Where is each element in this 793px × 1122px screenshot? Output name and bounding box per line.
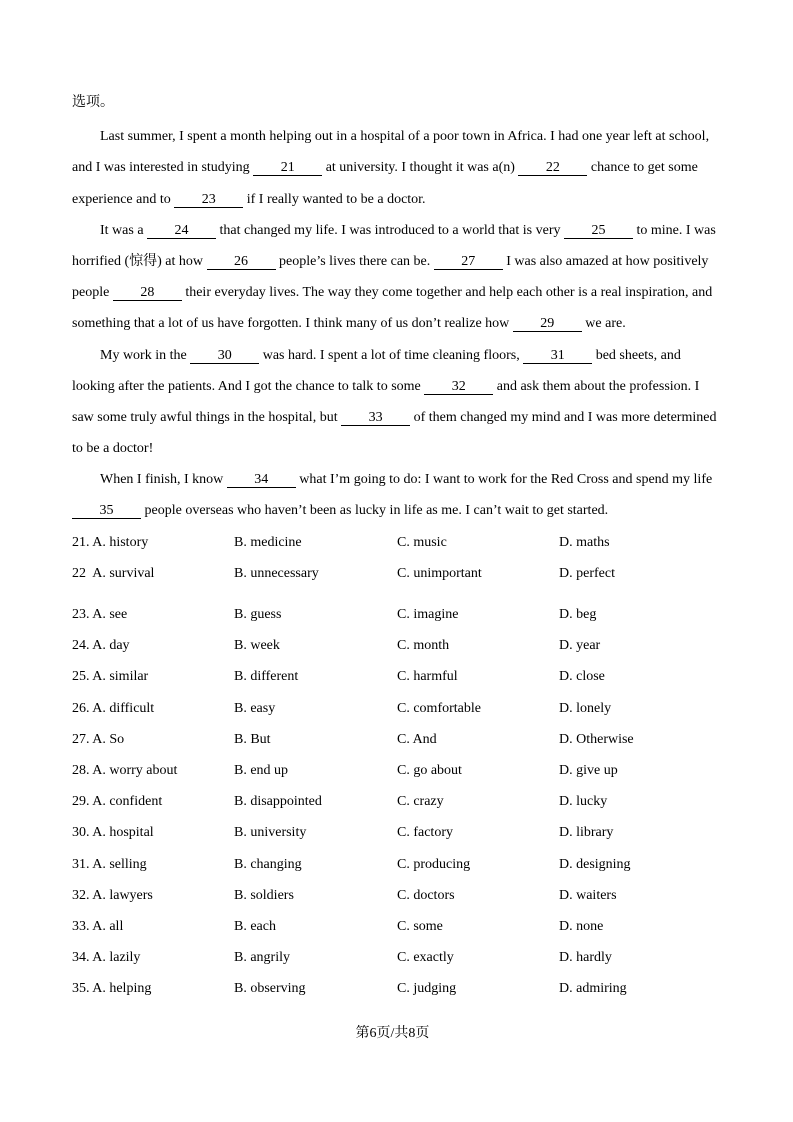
option-d: D. beg: [559, 607, 597, 622]
option-d: D. waiters: [559, 887, 617, 903]
option-row: [72, 973, 772, 1004]
passage-text: people overseas who haven’t been as lucky in life as me. I can’t wait to get started.: [141, 503, 609, 519]
blank-number: 23: [201, 191, 216, 207]
passage-text: It was a: [100, 222, 148, 238]
passage-text: their everyday lives. The way they come together and help each other is a real inspiration, and: [181, 285, 713, 301]
answer-blank-32: [424, 379, 493, 395]
passage-paragraph: [72, 340, 772, 465]
option-d: D. none: [559, 918, 604, 934]
option-c: C. doctors: [397, 887, 455, 903]
option-d: D. hardly: [559, 950, 612, 966]
passage-line: [72, 121, 772, 152]
passage-line: [72, 464, 772, 495]
option-c: C. imagine: [397, 607, 459, 622]
answer-blank-24: [147, 223, 216, 239]
option-d: D. library: [559, 825, 614, 841]
option-c: C. crazy: [397, 794, 444, 810]
option-b: B. medicine: [234, 534, 302, 550]
passage-text: Last summer, I spent a month helping out in a hospital of a poor town in Africa. I had one year left at school,: [100, 129, 710, 145]
passage-text: something that a lot of us have forgotten. I think many of us don’t realize how: [72, 316, 513, 332]
cloze-passage: [72, 121, 772, 526]
section-instruction-tail: 选项。: [72, 95, 114, 110]
option-row: [72, 724, 772, 755]
answer-options: [72, 527, 772, 1005]
blank-number: 29: [540, 316, 555, 332]
option-c: C. comfortable: [397, 700, 481, 716]
passage-text: and I was interested in studying: [72, 160, 254, 176]
option-a: 24. A. day: [72, 638, 130, 654]
option-d: D. designing: [559, 856, 631, 872]
passage-text: and ask them about the profession. I: [493, 378, 700, 394]
passage-text: if I really wanted to be a doctor.: [243, 191, 426, 207]
answer-blank-25: [564, 223, 633, 239]
passage-line: [72, 402, 772, 433]
passage-paragraph: [72, 121, 772, 215]
answer-blank-35: [72, 503, 141, 519]
blank-number: 32: [451, 378, 466, 394]
option-b: B. disappointed: [234, 794, 322, 810]
option-b: B. each: [234, 918, 276, 934]
passage-text: looking after the patients. And I got the chance to talk to some: [72, 378, 425, 394]
option-d: D. lucky: [559, 794, 608, 810]
passage-text: that changed my life. I was introduced to a world that is very: [216, 222, 565, 238]
option-b: B. different: [234, 669, 299, 685]
option-a: 27. A. So: [72, 731, 125, 747]
passage-line: [72, 495, 772, 526]
option-d: D. year: [559, 638, 601, 654]
blank-number: 24: [174, 222, 189, 238]
option-c: C. music: [397, 534, 447, 550]
option-a: 30. A. hospital: [72, 825, 154, 841]
blank-number: 25: [591, 222, 606, 238]
option-row: [72, 755, 772, 786]
option-row: [72, 942, 772, 973]
passage-line: [72, 215, 772, 246]
answer-blank-34: [227, 472, 296, 488]
blank-number: 33: [368, 409, 383, 425]
page-number-footer: 第6页/共8页: [355, 1026, 430, 1041]
option-c: C. factory: [397, 825, 453, 841]
option-a: 23. A. see: [72, 607, 128, 622]
option-c: C. go about: [397, 762, 462, 778]
option-d: D. maths: [559, 534, 610, 550]
passage-text: saw some truly awful things in the hospital, but: [72, 409, 342, 425]
option-b: B. guess: [234, 607, 282, 622]
passage-text: bed sheets, and: [592, 347, 681, 363]
passage-line: [72, 308, 772, 339]
option-a: 34. A. lazily: [72, 950, 141, 966]
option-d: D. lonely: [559, 700, 612, 716]
option-row: [72, 693, 772, 724]
passage-text: I was also amazed at how positively: [502, 253, 709, 269]
passage-text: was hard. I spent a lot of time cleaning floors,: [259, 347, 524, 363]
blank-number: 21: [280, 160, 295, 176]
option-b: B. changing: [234, 856, 302, 872]
option-a: 31. A. selling: [72, 856, 147, 872]
option-c: C. harmful: [397, 669, 458, 685]
option-c: C. And: [397, 731, 437, 747]
passage-line: [72, 371, 772, 402]
passage-line: [72, 246, 772, 277]
answer-blank-31: [523, 348, 592, 364]
option-d: D. give up: [559, 762, 618, 778]
option-a: 21. A. history: [72, 534, 149, 550]
option-a: 22 A. survival: [72, 565, 155, 581]
answer-blank-26: [207, 254, 276, 270]
answer-blank-30: [190, 348, 259, 364]
blank-number: 26: [234, 253, 249, 269]
passage-text: to be a doctor!: [72, 441, 154, 457]
passage-line: [72, 340, 772, 371]
option-b: B. angrily: [234, 950, 290, 966]
answer-blank-22: [518, 160, 587, 176]
option-row: [72, 786, 772, 817]
option-row: [72, 911, 772, 942]
option-row: [72, 849, 772, 880]
blank-number: 31: [550, 347, 565, 363]
passage-paragraph: [72, 464, 772, 526]
answer-blank-29: [513, 316, 582, 332]
passage-text: experience and to: [72, 191, 175, 207]
passage-text: horrified (惊得) at how: [72, 253, 207, 269]
passage-text: we are.: [581, 316, 626, 332]
option-a: 26. A. difficult: [72, 700, 155, 716]
option-b: B. easy: [234, 700, 276, 716]
passage-line: [72, 184, 772, 215]
answer-blank-21: [253, 160, 322, 176]
answer-blank-27: [434, 254, 503, 270]
option-row: [72, 599, 772, 630]
option-d: D. admiring: [559, 981, 627, 997]
exam-page-content: [72, 87, 772, 1004]
blank-number: 28: [140, 285, 155, 301]
passage-paragraph: [72, 215, 772, 340]
passage-line: [72, 152, 772, 183]
passage-line: [72, 277, 772, 308]
answer-blank-28: [113, 285, 182, 301]
answer-blank-33: [341, 410, 410, 426]
passage-text: When I finish, I know: [100, 472, 227, 488]
option-b: B. observing: [234, 981, 306, 997]
blank-number: 27: [461, 253, 476, 269]
option-d: D. close: [559, 669, 605, 685]
passage-text: chance to get some: [587, 160, 698, 176]
blank-number: 34: [254, 472, 269, 488]
option-b: B. week: [234, 638, 280, 654]
passage-text: of them changed my mind and I was more determined: [410, 409, 717, 425]
blank-number: 22: [545, 160, 560, 176]
option-a: 28. A. worry about: [72, 762, 178, 778]
option-row: [72, 527, 772, 558]
passage-text: people’s lives there can be.: [275, 253, 434, 269]
option-row: [72, 558, 772, 589]
option-b: B. end up: [234, 762, 289, 778]
option-a: 35. A. helping: [72, 981, 152, 997]
option-b: B. unnecessary: [234, 565, 319, 581]
option-b: B. But: [234, 731, 271, 747]
passage-text: at university. I thought it was a(n): [322, 160, 519, 176]
passage-text: what I’m going to do: I want to work for the Red Cross and spend my life: [295, 472, 713, 488]
option-row: [72, 817, 772, 848]
option-row: [72, 661, 772, 692]
option-c: C. month: [397, 638, 450, 654]
option-a: 32. A. lawyers: [72, 887, 153, 903]
option-c: C. judging: [397, 981, 457, 997]
passage-line: [72, 433, 772, 464]
option-d: D. Otherwise: [559, 731, 634, 747]
option-row: [72, 630, 772, 661]
option-c: C. exactly: [397, 950, 454, 966]
option-c: C. producing: [397, 856, 471, 872]
blank-number: 30: [217, 347, 232, 363]
answer-blank-23: [174, 192, 243, 208]
option-c: C. some: [397, 918, 443, 934]
passage-text: to mine. I was: [633, 222, 716, 238]
option-b: B. university: [234, 825, 307, 841]
option-d: D. perfect: [559, 565, 615, 581]
option-b: B. soldiers: [234, 887, 294, 903]
option-row: [72, 880, 772, 911]
passage-text: My work in the: [100, 347, 191, 363]
passage-text: people: [72, 285, 113, 301]
option-a: 25. A. similar: [72, 669, 149, 685]
option-a: 29. A. confident: [72, 794, 163, 810]
option-a: 33. A. all: [72, 918, 124, 934]
option-c: C. unimportant: [397, 565, 482, 581]
blank-number: 35: [99, 503, 114, 519]
